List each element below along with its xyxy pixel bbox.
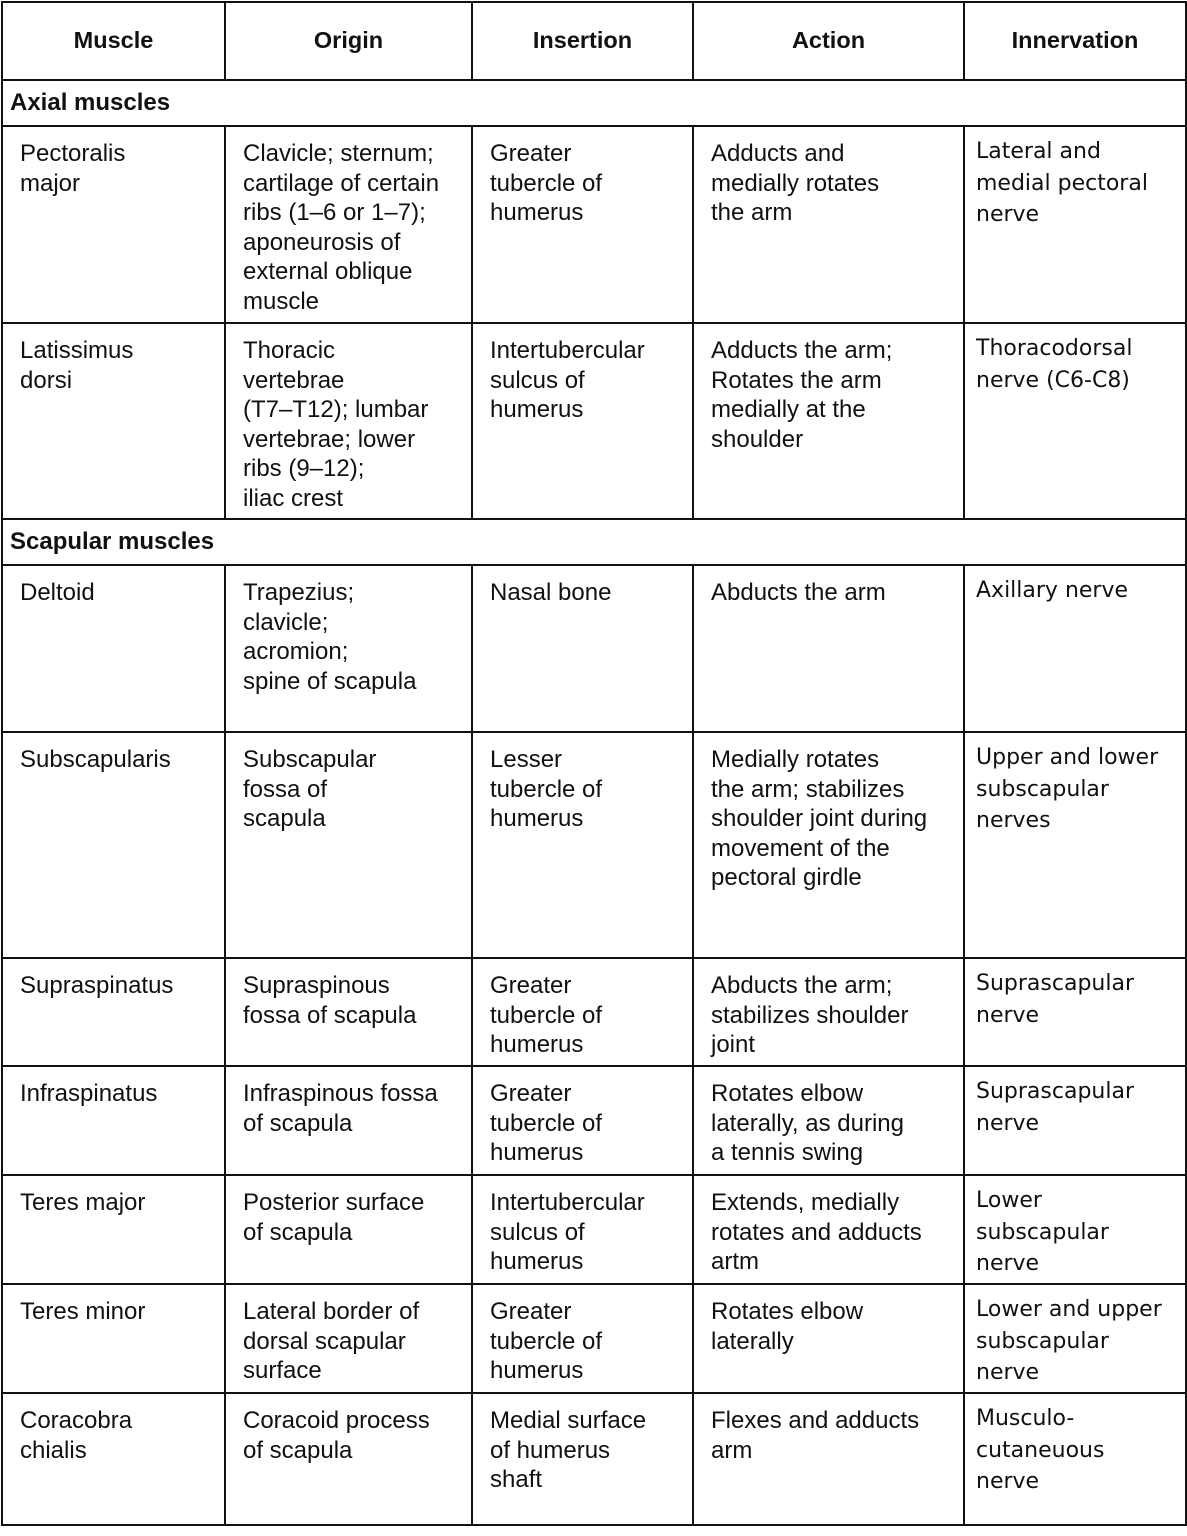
insertion-cell: Greater tubercle of humerus (472, 126, 693, 323)
innervation-cell: Lateral and medial pectoral nerve (964, 126, 1186, 323)
header-muscle: Muscle (2, 2, 225, 80)
header-insertion: Insertion (472, 2, 693, 80)
muscle-table (1, 1, 1187, 1526)
innervation-cell: Thoracodorsal nerve (C6-C8) (964, 323, 1186, 519)
origin-cell: Supraspinous fossa of scapula (225, 958, 472, 1066)
insertion-cell: Nasal bone (472, 565, 693, 732)
table-row (2, 565, 1186, 732)
header-action: Action (693, 2, 964, 80)
muscle-cell: Latissimus dorsi (2, 323, 225, 519)
innervation-cell: Lower and upper subscapular nerve (964, 1284, 1186, 1393)
header-origin: Origin (225, 2, 472, 80)
table-row (2, 958, 1186, 1066)
muscle-cell: Infraspinatus (2, 1066, 225, 1175)
action-cell: Adducts the arm; Rotates the arm medially at the shoulder (693, 323, 964, 519)
section-title: Scapular muscles (2, 519, 1186, 565)
header-innervation: Innervation (964, 2, 1186, 80)
origin-cell: Posterior surface of scapula (225, 1175, 472, 1284)
table-row (2, 1284, 1186, 1393)
muscle-cell: Coracobra chialis (2, 1393, 225, 1525)
origin-cell: Infraspinous fossa of scapula (225, 1066, 472, 1175)
action-cell: Rotates elbow laterally (693, 1284, 964, 1393)
action-cell: Abducts the arm (693, 565, 964, 732)
table-row (2, 732, 1186, 958)
innervation-cell: Musculo- cutaneuous nerve (964, 1393, 1186, 1525)
table-row (2, 1066, 1186, 1175)
action-cell: Flexes and adducts arm (693, 1393, 964, 1525)
action-cell: Adducts and medially rotates the arm (693, 126, 964, 323)
table-row (2, 323, 1186, 519)
muscle-cell: Pectoralis major (2, 126, 225, 323)
muscle-cell: Supraspinatus (2, 958, 225, 1066)
origin-cell: Subscapular fossa of scapula (225, 732, 472, 958)
origin-cell: Trapezius; clavicle; acromion; spine of scapula (225, 565, 472, 732)
innervation-cell: Suprascapular nerve (964, 1066, 1186, 1175)
innervation-cell: Lower subscapular nerve (964, 1175, 1186, 1284)
section-row-axial (2, 80, 1186, 126)
header-row (2, 2, 1186, 80)
innervation-cell: Suprascapular nerve (964, 958, 1186, 1066)
table-row (2, 1393, 1186, 1525)
table-row (2, 126, 1186, 323)
action-cell: Extends, medially rotates and adducts artm (693, 1175, 964, 1284)
origin-cell: Thoracic vertebrae (T7–T12); lumbar vertebrae; lower ribs (9–12); iliac crest (225, 323, 472, 519)
innervation-cell: Upper and lower subscapular nerves (964, 732, 1186, 958)
muscle-cell: Teres major (2, 1175, 225, 1284)
insertion-cell: Greater tubercle of humerus (472, 1066, 693, 1175)
insertion-cell: Intertubercular sulcus of humerus (472, 323, 693, 519)
origin-cell: Coracoid process of scapula (225, 1393, 472, 1525)
action-cell: Rotates elbow laterally, as during a tennis swing (693, 1066, 964, 1175)
insertion-cell: Intertubercular sulcus of humerus (472, 1175, 693, 1284)
insertion-cell: Greater tubercle of humerus (472, 958, 693, 1066)
innervation-cell: Axillary nerve (964, 565, 1186, 732)
insertion-cell: Greater tubercle of humerus (472, 1284, 693, 1393)
action-cell: Medially rotates the arm; stabilizes shoulder joint during movement of the pectoral girdle (693, 732, 964, 958)
origin-cell: Lateral border of dorsal scapular surface (225, 1284, 472, 1393)
section-title: Axial muscles (2, 80, 1186, 126)
action-cell: Abducts the arm; stabilizes shoulder joint (693, 958, 964, 1066)
insertion-cell: Medial surface of humerus shaft (472, 1393, 693, 1525)
muscle-cell: Teres minor (2, 1284, 225, 1393)
muscle-cell: Deltoid (2, 565, 225, 732)
origin-cell: Clavicle; sternum; cartilage of certain ribs (1–6 or 1–7); aponeurosis of external oblique muscle (225, 126, 472, 323)
section-row-scapular (2, 519, 1186, 565)
insertion-cell: Lesser tubercle of humerus (472, 732, 693, 958)
table-row (2, 1175, 1186, 1284)
muscle-cell: Subscapularis (2, 732, 225, 958)
